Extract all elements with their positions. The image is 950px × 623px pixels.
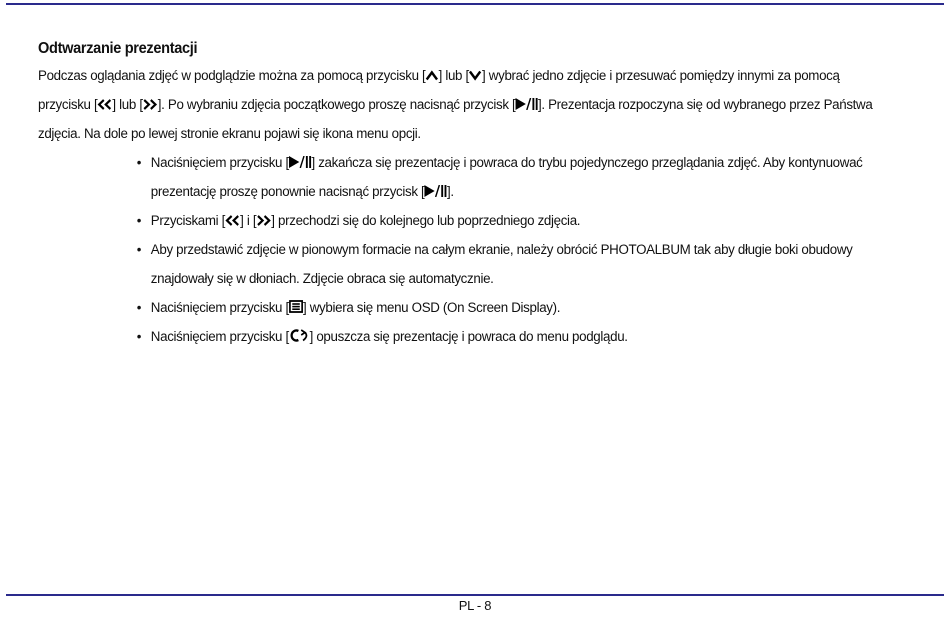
double-right-chevron-icon [143,99,158,110]
intro-text-2: ] lub [ [438,68,469,84]
return-icon [289,329,310,342]
document-body [38,36,884,352]
bullet-2-text-2: ] i [ [240,213,257,229]
intro-text-3: ] wybrać jedno zdjęcie i przesuwać pomiędzy innymi za pomocą przycisku [ [38,68,840,113]
bullet-4-text-2: ] wybiera się menu OSD (On Screen Display). [303,300,561,316]
bullet-4-text-1: Naciśnięciem przycisku [ [150,300,289,316]
menu-icon [289,300,303,313]
list-item [137,323,884,352]
intro-text-5: ]. Po wybraniu zdjęcia początkowego proszę nacisnąć przycisk [ [157,97,516,113]
section-heading: Odtwarzanie prezentacji [38,40,198,57]
bullet-2-text-1: Przyciskami [ [150,213,226,229]
bullet-1-text-3: ]. [447,184,454,200]
page-number: PL - 8 [458,598,492,613]
bullet-2-text-3: ] przechodzi się do kolejnego lub poprzedniego zdjęcia. [271,213,581,229]
play-pause-icon [515,98,538,110]
intro-text-4: ] lub [ [112,97,143,113]
intro-text-6: ]. Prezentacja rozpoczyna się od wybranego przez Państwa zdjęcia. Na dole po lewej stronie ekranu pojawi się ikona menu opcji. [38,97,873,142]
bullet-5-text-2: ] opuszcza się prezentację i powraca do menu podglądu. [309,329,628,345]
play-pause-icon [424,185,447,197]
instructions-list [38,149,884,352]
list-item [137,207,884,236]
bullet-1-text-1: Naciśnięciem przycisku [ [150,155,289,171]
play-pause-icon [289,156,312,168]
up-arrow-icon [425,70,438,81]
bullet-3-text-1: Aby przedstawić zdjęcie w pionowym formacie na całym ekranie, należy obrócić PHOTOALBUM tak aby długie boki obudowy znajdowały się w dłoniach. Zdjęcie obraca się automatycznie. [150,242,853,287]
intro-paragraph [38,62,884,149]
list-item [137,149,884,207]
bullet-1-text-2: ] zakańcza się prezentację i powraca do trybu pojedynczego przeglądania zdjęć. Aby kontynuować prezentację proszę ponownie nacisnąć przycisk [ [150,155,863,200]
list-item [137,236,884,294]
intro-text-1: Podczas oglądania zdjęć w podglądzie można za pomocą przycisku [ [38,68,426,84]
double-left-chevron-icon [97,99,112,110]
double-right-chevron-icon [256,215,271,226]
top-rule [6,3,944,5]
double-left-chevron-icon [225,215,240,226]
list-item [137,294,884,323]
down-arrow-icon [469,70,482,81]
bottom-rule [6,594,944,596]
bullet-5-text-1: Naciśnięciem przycisku [ [150,329,289,345]
